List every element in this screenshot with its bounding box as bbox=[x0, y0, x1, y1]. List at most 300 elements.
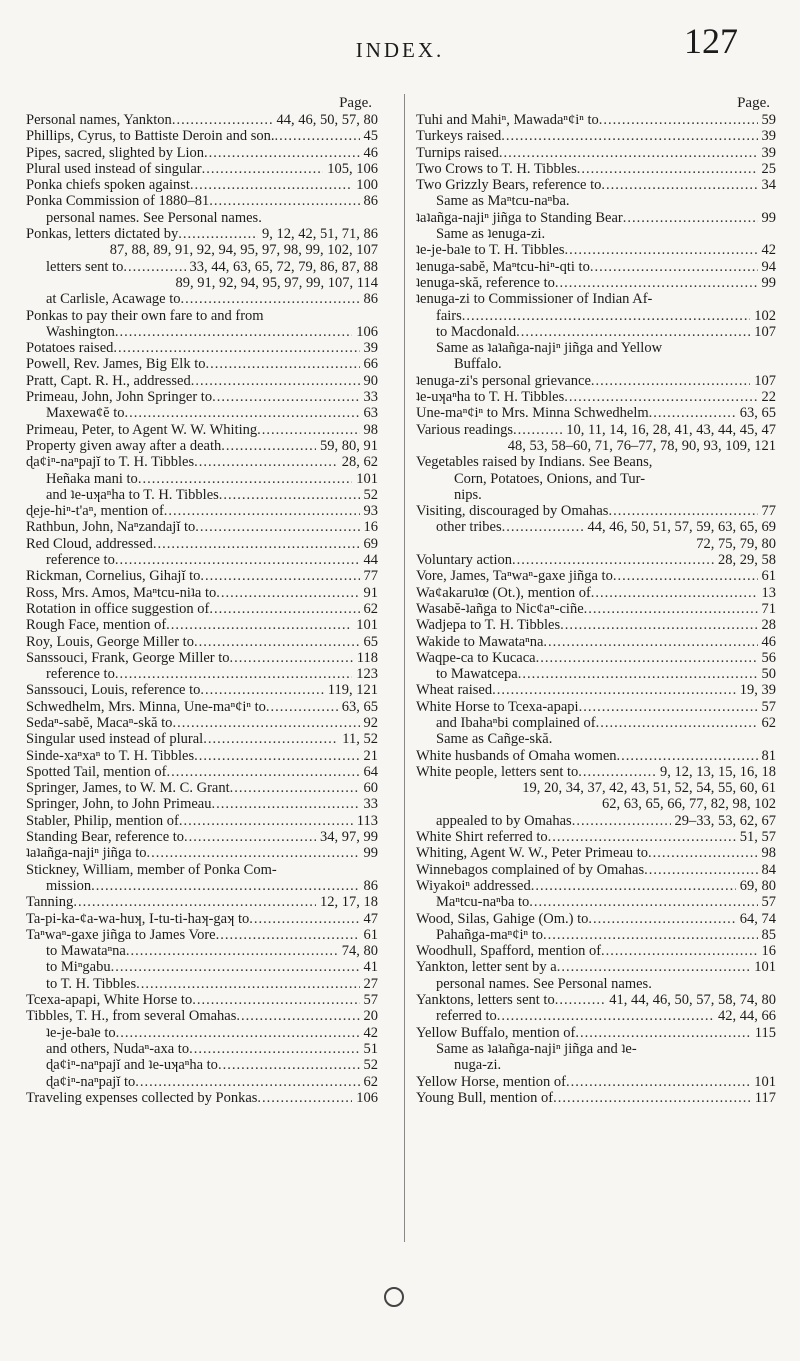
dot-leader bbox=[543, 634, 757, 650]
entry-pages: 16 bbox=[761, 943, 776, 960]
index-entry bbox=[26, 242, 378, 258]
entry-text: Springer, John, to John Primeau bbox=[26, 796, 212, 813]
entry-text: ʇe-je-baʇe to bbox=[46, 1024, 116, 1041]
dot-leader bbox=[115, 666, 352, 682]
index-entry bbox=[26, 1057, 378, 1073]
entry-text: referred to bbox=[436, 1008, 497, 1025]
dot-leader bbox=[200, 568, 359, 584]
entry-text: Standing Bear, reference to bbox=[26, 829, 185, 846]
entry-text: Singular used instead of plural bbox=[26, 731, 204, 748]
entry-pages: 28, 29, 58 bbox=[718, 552, 776, 569]
entry-text: Sedaⁿ-sabĕ, Macaⁿ-skă to bbox=[26, 714, 173, 731]
dot-leader bbox=[644, 862, 757, 878]
entry-pages: 41 bbox=[363, 959, 378, 976]
dot-leader bbox=[553, 1090, 751, 1106]
entry-text: Vegetables raised by Indians. See Beans, bbox=[416, 454, 653, 471]
entry-pages: 39 bbox=[363, 340, 378, 357]
entry-pages: 102 bbox=[754, 307, 776, 324]
index-entry bbox=[416, 764, 776, 780]
index-entry bbox=[416, 422, 776, 438]
page-column-label: Page. bbox=[737, 95, 770, 111]
entry-text: Plural used instead of singular bbox=[26, 160, 202, 177]
dot-leader bbox=[179, 813, 353, 829]
index-entry bbox=[416, 748, 776, 764]
dot-leader bbox=[190, 177, 352, 193]
dot-leader bbox=[123, 259, 185, 275]
entry-pages: 69, 80 bbox=[739, 877, 776, 894]
index-entry bbox=[416, 193, 776, 209]
entry-pages: 39 bbox=[761, 144, 776, 161]
entry-pages: 101 bbox=[754, 959, 776, 976]
dot-leader bbox=[194, 454, 338, 470]
dot-leader bbox=[209, 193, 359, 209]
dot-leader bbox=[219, 487, 360, 503]
entry-pages: 93 bbox=[363, 503, 378, 520]
index-entry bbox=[26, 568, 378, 584]
dot-leader bbox=[184, 829, 316, 845]
entry-pages: 34 bbox=[761, 177, 776, 194]
entry-pages: 44 bbox=[363, 552, 378, 569]
entry-pages: 64, 74 bbox=[739, 910, 776, 927]
dot-leader bbox=[560, 617, 757, 633]
dot-leader bbox=[516, 324, 750, 340]
entry-pages: 61 bbox=[761, 568, 776, 585]
entry-text: ʇaʇañga-najiⁿ jiñga to Standing Bear bbox=[416, 209, 623, 226]
entry-pages: 91 bbox=[363, 584, 378, 601]
index-entry bbox=[416, 536, 776, 552]
dot-leader bbox=[135, 1074, 359, 1090]
entry-text: Voluntary action bbox=[416, 552, 512, 569]
entry-text: Property given away after a death bbox=[26, 437, 222, 454]
entry-text: Roy, Louis, George Miller to bbox=[26, 633, 194, 650]
entry-pages: 101 bbox=[356, 470, 378, 487]
entry-pages: 77 bbox=[363, 568, 378, 585]
index-entry bbox=[26, 601, 378, 617]
entry-text: Maxewaȼĕ to bbox=[46, 405, 125, 422]
index-entry bbox=[26, 634, 378, 650]
entry-text: and ʇe-uʞaⁿha to T. H. Tibbles bbox=[46, 486, 219, 503]
dot-leader bbox=[202, 161, 324, 177]
index-entry bbox=[416, 438, 776, 454]
dot-leader bbox=[166, 764, 359, 780]
index-entry bbox=[26, 308, 378, 324]
entry-pages: 62, 63, 65, 66, 77, 82, 98, 102 bbox=[602, 796, 776, 813]
dot-leader bbox=[180, 291, 359, 307]
index-entry bbox=[26, 1025, 378, 1041]
index-entry bbox=[26, 454, 378, 470]
entry-pages: 61 bbox=[363, 926, 378, 943]
entry-text: Same as ʇaʇañga-najiⁿ jiñga and Yellow bbox=[436, 340, 663, 357]
dot-leader bbox=[115, 552, 360, 568]
entry-text: Tuhi and Mahiⁿ, Mawadaⁿȼiⁿ to bbox=[416, 112, 599, 128]
dot-leader bbox=[275, 128, 360, 144]
entry-pages: 90 bbox=[363, 372, 378, 389]
index-entry bbox=[416, 128, 776, 144]
index-entry bbox=[416, 943, 776, 959]
entry-pages: 69 bbox=[363, 535, 378, 552]
dot-leader bbox=[572, 813, 671, 829]
entry-text: Yellow Buffalo, mention of bbox=[416, 1024, 576, 1041]
entry-text: fairs bbox=[436, 307, 462, 324]
entry-text: Rotation in office suggestion of bbox=[26, 600, 210, 617]
entry-pages: 25 bbox=[761, 160, 776, 177]
index-entry bbox=[416, 161, 776, 177]
dot-leader bbox=[531, 878, 736, 894]
dot-leader bbox=[126, 943, 338, 959]
entry-text: Personal names, Yankton bbox=[26, 112, 172, 128]
index-entry bbox=[416, 340, 776, 356]
index-entry bbox=[26, 715, 378, 731]
entry-pages: 56 bbox=[761, 649, 776, 666]
entry-pages: 66 bbox=[363, 356, 378, 373]
entry-pages: 81 bbox=[761, 747, 776, 764]
entry-text: Wood, Silas, Gahige (Om.) to bbox=[416, 910, 589, 927]
dot-leader bbox=[257, 422, 359, 438]
dot-leader bbox=[617, 748, 758, 764]
dot-leader bbox=[578, 764, 656, 780]
dot-leader bbox=[203, 731, 338, 747]
dot-leader bbox=[536, 650, 758, 666]
entry-text: Woodhull, Spafford, mention of bbox=[416, 943, 602, 960]
entry-text: ʇaʇañga-najiⁿ jiñga to bbox=[26, 845, 147, 862]
entry-pages: 44, 46, 50, 51, 57, 59, 63, 65, 69 bbox=[587, 519, 776, 536]
entry-text: Same as Maⁿtcu-naⁿba. bbox=[436, 193, 570, 210]
entry-text: Rough Face, mention of bbox=[26, 617, 167, 634]
entry-text: Tcexa-apapi, White Horse to bbox=[26, 992, 193, 1009]
entry-text: Stabler, Philip, mention of bbox=[26, 812, 179, 829]
entry-text: Tanning bbox=[26, 894, 74, 911]
index-entry bbox=[416, 259, 776, 275]
entry-text: Wakide to Mawataⁿna bbox=[416, 633, 544, 650]
index-entry bbox=[26, 1008, 378, 1024]
dot-leader bbox=[73, 894, 316, 910]
dot-leader bbox=[209, 601, 359, 617]
dot-leader bbox=[136, 976, 359, 992]
entry-pages: 19, 39 bbox=[739, 682, 776, 699]
index-entry bbox=[26, 927, 378, 943]
dot-leader bbox=[543, 927, 758, 943]
index-entry bbox=[26, 813, 378, 829]
entry-text: Sanssouci, Frank, George Miller to bbox=[26, 649, 230, 666]
dot-leader bbox=[513, 422, 562, 438]
page-header bbox=[0, 12, 800, 70]
entry-text: Two Grizzly Bears, reference to bbox=[416, 177, 602, 194]
entry-text: Pratt, Capt. R. H., addressed bbox=[26, 372, 191, 389]
dot-leader bbox=[577, 161, 758, 177]
index-entry bbox=[26, 226, 378, 242]
entry-text: Traveling expenses collected by Ponkas bbox=[26, 1089, 258, 1106]
dot-leader bbox=[601, 943, 757, 959]
entry-text: Washington bbox=[46, 323, 115, 340]
index-entry bbox=[26, 699, 378, 715]
dot-leader bbox=[111, 959, 360, 975]
index-entry bbox=[416, 715, 776, 731]
entry-text: ʇe-je-baʇe to T. H. Tibbles bbox=[416, 242, 565, 259]
index-entry bbox=[416, 878, 776, 894]
entry-pages: 33 bbox=[363, 796, 378, 813]
entry-pages: 92 bbox=[363, 714, 378, 731]
index-entry bbox=[26, 731, 378, 747]
entry-pages: 59, 80, 91 bbox=[320, 437, 378, 454]
entry-text: ɖaȼiⁿ-naⁿpajĭ and ʇe-uʞaⁿha to bbox=[46, 1057, 218, 1074]
index-entry bbox=[26, 1074, 378, 1090]
entry-pages: 62 bbox=[363, 1073, 378, 1090]
dot-leader bbox=[601, 177, 757, 193]
index-entry bbox=[416, 634, 776, 650]
entry-text: ʇenuga-zi to Commissioner of Indian Af- bbox=[416, 291, 653, 308]
index-entry bbox=[26, 959, 378, 975]
column-divider bbox=[404, 94, 405, 1242]
entry-text: Ponka Commission of 1880–81 bbox=[26, 193, 210, 210]
dot-leader bbox=[91, 878, 359, 894]
entry-pages: 63, 65 bbox=[739, 405, 776, 422]
entry-text: ʇenuga-zi's personal grievance bbox=[416, 372, 591, 389]
index-entry bbox=[416, 682, 776, 698]
page-title: INDEX. bbox=[355, 38, 445, 62]
entry-text: Phillips, Cyrus, to Battiste Deroin and son. bbox=[26, 128, 275, 145]
entry-text: Taⁿwaⁿ-gaxe jiñga to James Vore bbox=[26, 926, 216, 943]
entry-pages: 29–33, 53, 62, 67 bbox=[674, 812, 776, 829]
entry-pages: 62 bbox=[761, 714, 776, 731]
entry-pages: 106 bbox=[356, 1089, 378, 1106]
entry-pages: 47 bbox=[363, 910, 378, 927]
index-entry bbox=[26, 373, 378, 389]
entry-pages: 9, 12, 13, 15, 16, 18 bbox=[660, 763, 776, 780]
entry-text: ɖaȼiⁿ-naⁿpajĭ to bbox=[46, 1073, 136, 1090]
entry-text: Ponkas to pay their own fare to and from bbox=[26, 307, 264, 324]
entry-pages: 107 bbox=[754, 372, 776, 389]
dot-leader bbox=[147, 845, 360, 861]
entry-pages: 65 bbox=[363, 633, 378, 650]
entry-text: White people, letters sent to bbox=[416, 763, 579, 780]
entry-pages: 63, 65 bbox=[341, 698, 378, 715]
entry-pages: 86 bbox=[363, 291, 378, 308]
entry-pages: 101 bbox=[754, 1073, 776, 1090]
entry-text: Ta-pi-ka-ȼa-wa-huʞ, I-tu-ti-haʞ-gaʞ to bbox=[26, 910, 250, 927]
index-entry bbox=[416, 275, 776, 291]
entry-text: mission bbox=[46, 877, 92, 894]
index-entry bbox=[26, 389, 378, 405]
index-entry bbox=[416, 552, 776, 568]
entry-text: to Mawataⁿna bbox=[46, 943, 126, 960]
entry-text: Une-maⁿȼiⁿ to Mrs. Minna Schwedhelm bbox=[416, 405, 649, 422]
dot-leader bbox=[249, 911, 359, 927]
index-entry bbox=[26, 519, 378, 535]
entry-text: Waȼakaruʇœ (Ot.), mention of bbox=[416, 584, 591, 601]
dot-leader bbox=[172, 112, 273, 128]
index-entry bbox=[416, 796, 776, 812]
dot-leader bbox=[518, 666, 758, 682]
entry-text: Ponka chiefs spoken against bbox=[26, 177, 190, 194]
entry-text: ɖeje-hiⁿ-t'aⁿ, mention of bbox=[26, 503, 164, 520]
entry-pages: 16 bbox=[363, 519, 378, 536]
index-entry bbox=[26, 911, 378, 927]
index-entry bbox=[416, 405, 776, 421]
index-entry bbox=[416, 976, 776, 992]
dot-leader bbox=[502, 519, 584, 535]
dot-leader bbox=[178, 226, 258, 242]
dot-leader bbox=[599, 112, 758, 128]
entry-pages: 57 bbox=[363, 992, 378, 1009]
entry-pages: 57 bbox=[761, 698, 776, 715]
dot-leader bbox=[649, 405, 736, 421]
dot-leader bbox=[218, 1057, 360, 1073]
dot-leader bbox=[590, 259, 758, 275]
index-entry bbox=[416, 1057, 776, 1073]
entry-text: Vore, James, Taⁿwaⁿ-gaxe jiñga to bbox=[416, 568, 613, 585]
index-entry bbox=[26, 210, 378, 226]
index-entry bbox=[26, 536, 378, 552]
entry-pages: 63 bbox=[363, 405, 378, 422]
dot-leader bbox=[591, 585, 758, 601]
index-entry bbox=[416, 145, 776, 161]
entry-pages: 118 bbox=[356, 649, 378, 666]
entry-pages: 115 bbox=[754, 1024, 776, 1041]
entry-pages: 86 bbox=[363, 877, 378, 894]
dot-leader bbox=[195, 519, 359, 535]
dot-leader bbox=[212, 796, 360, 812]
entry-pages: 101 bbox=[356, 617, 378, 634]
index-entry bbox=[26, 894, 378, 910]
dot-leader bbox=[564, 242, 757, 258]
entry-text: nuga-zi. bbox=[454, 1057, 502, 1074]
entry-text: Two Crows to T. H. Tibbles bbox=[416, 160, 577, 177]
dot-leader bbox=[596, 715, 758, 731]
entry-pages: 71 bbox=[761, 600, 776, 617]
index-entry bbox=[26, 764, 378, 780]
entry-text: Pipes, sacred, slighted by Lion bbox=[26, 144, 205, 161]
entry-text: White Shirt referred to bbox=[416, 829, 548, 846]
entry-text: Wiyakoiⁿ addressed bbox=[416, 877, 531, 894]
dot-leader bbox=[257, 1090, 352, 1106]
index-entry bbox=[416, 487, 776, 503]
entry-text: Yanktons, letters sent to bbox=[416, 992, 555, 1009]
index-entry bbox=[416, 1090, 776, 1106]
entry-text: Springer, James, to W. M. C. Grant bbox=[26, 780, 230, 797]
entry-pages: 28 bbox=[761, 617, 776, 634]
entry-pages: 72, 75, 79, 80 bbox=[696, 535, 776, 552]
dot-leader bbox=[588, 911, 735, 927]
entry-text: to Miⁿgabu bbox=[46, 959, 111, 976]
entry-text: Corn, Potatoes, Onions, and Tur- bbox=[454, 470, 646, 487]
entry-pages: 99 bbox=[363, 845, 378, 862]
entry-pages: 99 bbox=[761, 274, 776, 291]
index-entry bbox=[26, 976, 378, 992]
entry-pages: 46 bbox=[363, 144, 378, 161]
index-entry bbox=[26, 862, 378, 878]
entry-text: Wadjepa to T. H. Tibbles bbox=[416, 617, 561, 634]
entry-text: Young Bull, mention of bbox=[416, 1089, 554, 1106]
entry-text: Maⁿtcu-naⁿba to bbox=[436, 894, 530, 911]
entry-text: Whiting, Agent W. W., Peter Primeau to bbox=[416, 845, 648, 862]
entry-text: Rickman, Cornelius, Gihajĭ to bbox=[26, 568, 201, 585]
index-entry bbox=[416, 1008, 776, 1024]
entry-pages: 52 bbox=[363, 1057, 378, 1074]
index-entry bbox=[416, 324, 776, 340]
index-entry bbox=[416, 356, 776, 372]
dot-leader bbox=[555, 275, 758, 291]
index-entry bbox=[26, 682, 378, 698]
entry-text: Pahañga-maⁿȼiⁿ to bbox=[436, 926, 543, 943]
index-entry bbox=[26, 943, 378, 959]
index-entry bbox=[416, 911, 776, 927]
dot-leader bbox=[266, 699, 338, 715]
index-entry bbox=[26, 356, 378, 372]
entry-text: Visiting, discouraged by Omahas bbox=[416, 503, 609, 520]
entry-pages: 44, 46, 50, 57, 80 bbox=[276, 112, 378, 128]
entry-pages: 42 bbox=[761, 242, 776, 259]
entry-pages: 33 bbox=[363, 389, 378, 406]
entry-pages: 107 bbox=[754, 323, 776, 340]
index-entry bbox=[26, 177, 378, 193]
index-entry bbox=[26, 780, 378, 796]
index-entry bbox=[26, 161, 378, 177]
entry-pages: 123 bbox=[356, 666, 378, 683]
entry-pages: 51 bbox=[363, 1040, 378, 1057]
dot-leader bbox=[648, 845, 758, 861]
dot-leader bbox=[192, 992, 359, 1008]
dot-leader bbox=[221, 438, 316, 454]
entry-text: nips. bbox=[454, 486, 482, 503]
entry-text: appealed to by Omahas bbox=[436, 812, 572, 829]
entry-text: Red Cloud, addressed bbox=[26, 535, 153, 552]
entry-pages: 51, 57 bbox=[739, 829, 776, 846]
entry-text: personal names. See Personal names. bbox=[46, 209, 262, 226]
index-entry bbox=[416, 650, 776, 666]
index-entry bbox=[26, 552, 378, 568]
entry-pages: 10, 11, 14, 16, 28, 41, 43, 44, 45, 47 bbox=[566, 421, 776, 438]
index-entry bbox=[26, 112, 378, 128]
index-entry bbox=[26, 438, 378, 454]
entry-pages: 77 bbox=[761, 503, 776, 520]
entry-pages: 64 bbox=[363, 763, 378, 780]
index-entry bbox=[416, 1041, 776, 1057]
entry-pages: 28, 62 bbox=[341, 454, 378, 471]
dot-leader bbox=[529, 894, 757, 910]
entry-text: ʇenuga-skă, reference to bbox=[416, 274, 555, 291]
index-entry bbox=[26, 1041, 378, 1057]
entry-pages: 59 bbox=[761, 112, 776, 128]
dot-leader bbox=[194, 634, 360, 650]
dot-leader bbox=[230, 650, 353, 666]
index-entry bbox=[416, 780, 776, 796]
dot-leader bbox=[230, 780, 360, 796]
index-entry bbox=[26, 748, 378, 764]
index-entry bbox=[416, 503, 776, 519]
dot-leader bbox=[236, 1008, 359, 1024]
index-entry bbox=[416, 389, 776, 405]
index-entry bbox=[416, 845, 776, 861]
entry-pages: 117 bbox=[754, 1089, 776, 1106]
dot-leader bbox=[512, 552, 714, 568]
entry-text: White Horse to Tcexa-apapi bbox=[416, 698, 579, 715]
entry-text: to T. H. Tibbles bbox=[46, 975, 137, 992]
page-number: 127 bbox=[684, 21, 738, 61]
entry-text: to Macdonald bbox=[436, 323, 517, 340]
entry-pages: 42, 44, 66 bbox=[718, 1008, 776, 1025]
dot-leader bbox=[584, 601, 758, 617]
index-entry bbox=[26, 992, 378, 1008]
index-entry bbox=[26, 324, 378, 340]
index-entry bbox=[416, 112, 776, 128]
entry-pages: 11, 52 bbox=[342, 731, 378, 748]
index-entry bbox=[26, 845, 378, 861]
entry-pages: 98 bbox=[363, 421, 378, 438]
entry-pages: 39 bbox=[761, 128, 776, 145]
index-entry bbox=[416, 894, 776, 910]
entry-pages: 50 bbox=[761, 666, 776, 683]
page-column-label: Page. bbox=[339, 95, 372, 111]
